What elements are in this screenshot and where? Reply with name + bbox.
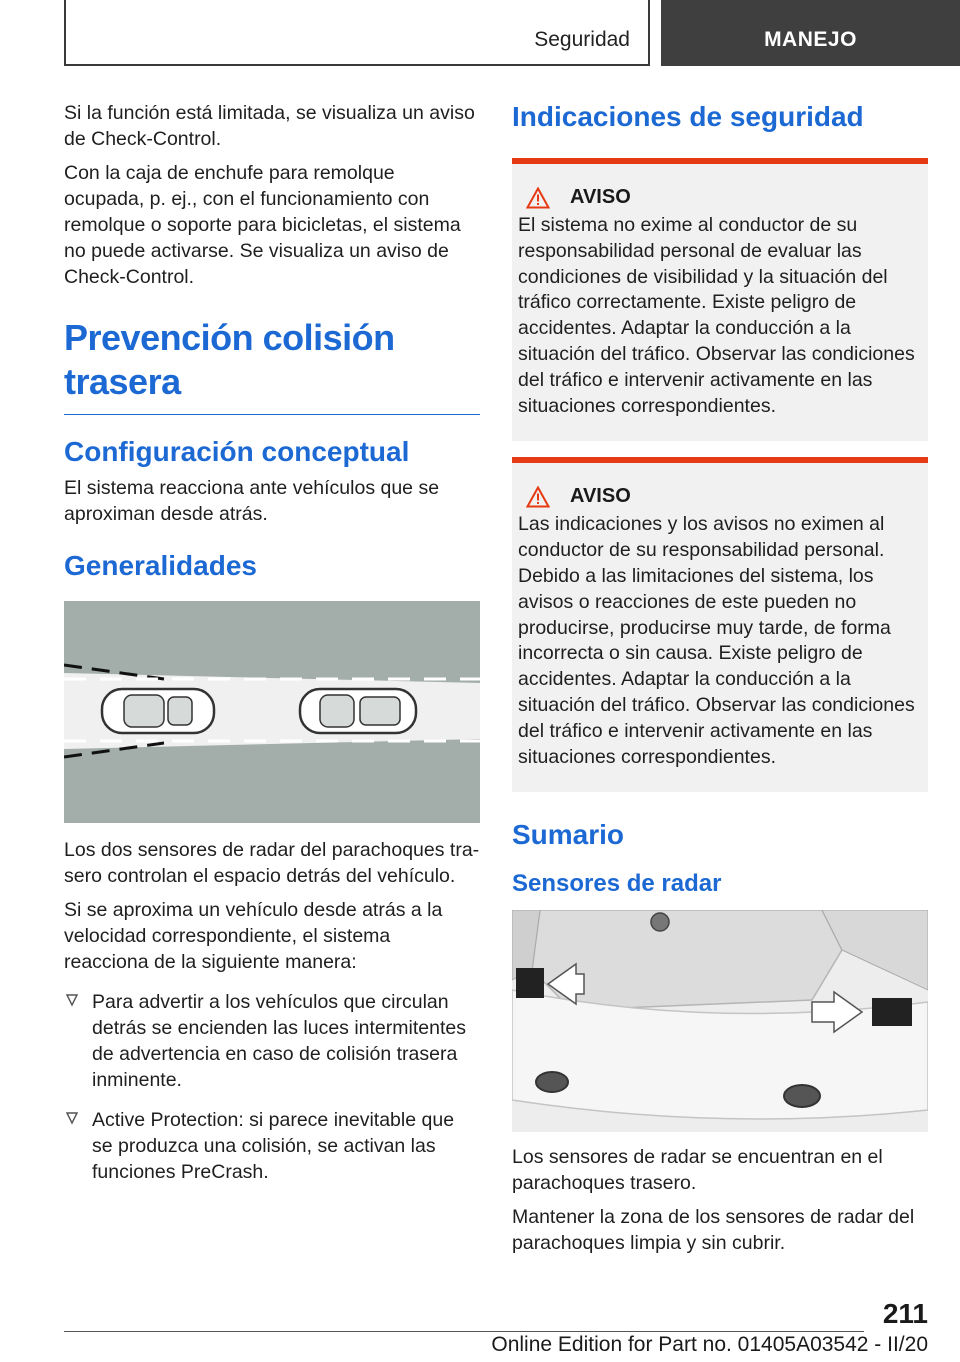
general-paragraph-2: Si se aproxima un vehículo desde atrás a la velocidad correspondiente, el sistema reacciona de la siguiente manera: [64,899,443,973]
warning-text: Las indicaciones y los avisos no eximen al conductor de su responsabilidad personal. Debido a las limitaciones del sistema, los avisos o reacciones de este pueden no producirse, producirse muy tarde, de forma incorrecta o sin causa. Existe peligro de accidentes. Adaptar la conducción a la situación del tráfico. Observar las condiciones del tráfico e intervenir activamente en las situaciones correspondientes. [518,513,915,768]
header-chapter-tab[interactable] [661,0,960,66]
summary-heading: Sumario [512,819,625,851]
header-chapter-tab-label: MANEJO [764,28,857,51]
radar-heading: Sensores de radar [512,870,722,898]
header-section-title: Seguridad [534,28,630,51]
warning-triangle-icon [526,486,550,508]
list-item [64,1107,480,1185]
concept-text: El sistema reacciona ante vehículos que se aproximan desde atrás. [64,477,440,525]
right-column [512,100,928,1264]
footer-edition-text: Online Edition for Part no. 01405A03542 - II/20 [491,1333,928,1356]
general-heading: Generalidades [64,550,257,581]
intro-paragraph-2: Con la caja de enchufe para remolque ocupada, p. ej., con el funcionamiento con remolque o soporte para bicicletas, el sistema no puede activarse. Se visualiza un aviso de Check-Control. [64,162,461,288]
list-item-text: Active Protection: si parece inevitable que se produzca una colisión, se activan las funciones PreCrash. [92,1109,455,1183]
rear-bumper-photo [512,910,928,1132]
list-item [64,989,480,1093]
warning-title-row [518,485,922,508]
exhaust-right-icon [784,1085,820,1107]
radar-sensor-left [516,968,544,998]
bullet-triangle-icon [66,1111,78,1125]
header-frame [64,0,650,66]
concept-heading: Configuración conceptual [64,436,410,467]
warning-box-1 [512,158,928,441]
warning-title: AVISO [570,186,631,208]
trunk-lid-shape [532,910,842,1010]
exhaust-left-icon [536,1072,568,1092]
footer-divider [64,1331,864,1332]
warning-triangle-icon [526,187,550,209]
warning-box-2 [512,457,928,792]
intro-paragraph-1: Si la función está limitada, se visualiza un aviso de Check-Control. [64,102,475,150]
safety-heading: Indicaciones de seguridad [512,101,864,132]
list-item-text: Para advertir a los vehículos que circulan detrás se encienden las luces intermitentes de advertencia en caso de colisión trasera inminente. [92,991,466,1091]
radar-paragraph-1: Los sensores de radar se encuentran en el parachoques trasero. [512,1146,883,1195]
general-paragraph-1: Los dos sensores de radar del parachoques trasero controlan el espacio detrás del vehículo. [64,839,480,887]
page-number: 211 [882,1298,928,1329]
rear-collision-diagram-svg [64,601,480,823]
warning-text: El sistema no exime al conductor de su responsabilidad personal de evaluar las condiciones de visibilidad y la situación del tráfico correctamente. Existe peligro de accidentes. Adaptar la conducción a la situación del tráfico. Observar las condiciones del tráfico e intervenir activamente en las situaciones correspondientes. [518,214,915,417]
left-column [64,100,480,1199]
chapter-title: Prevención colisión trasera [64,316,480,415]
bullet-triangle-icon [66,993,78,1007]
warning-title: AVISO [570,485,631,508]
radar-paragraph-2: Mantener la zona de los sensores de radar del parachoques limpia y sin cubrir. [512,1206,915,1255]
rear-bumper-photo-svg [512,910,928,1132]
warning-title-row [518,186,922,209]
reaction-list [64,989,480,1185]
front-car-icon [300,689,416,733]
brand-logo-icon [651,913,669,931]
rear-car-icon [102,689,214,733]
rear-collision-diagram [64,601,480,823]
radar-sensor-right [872,998,912,1026]
